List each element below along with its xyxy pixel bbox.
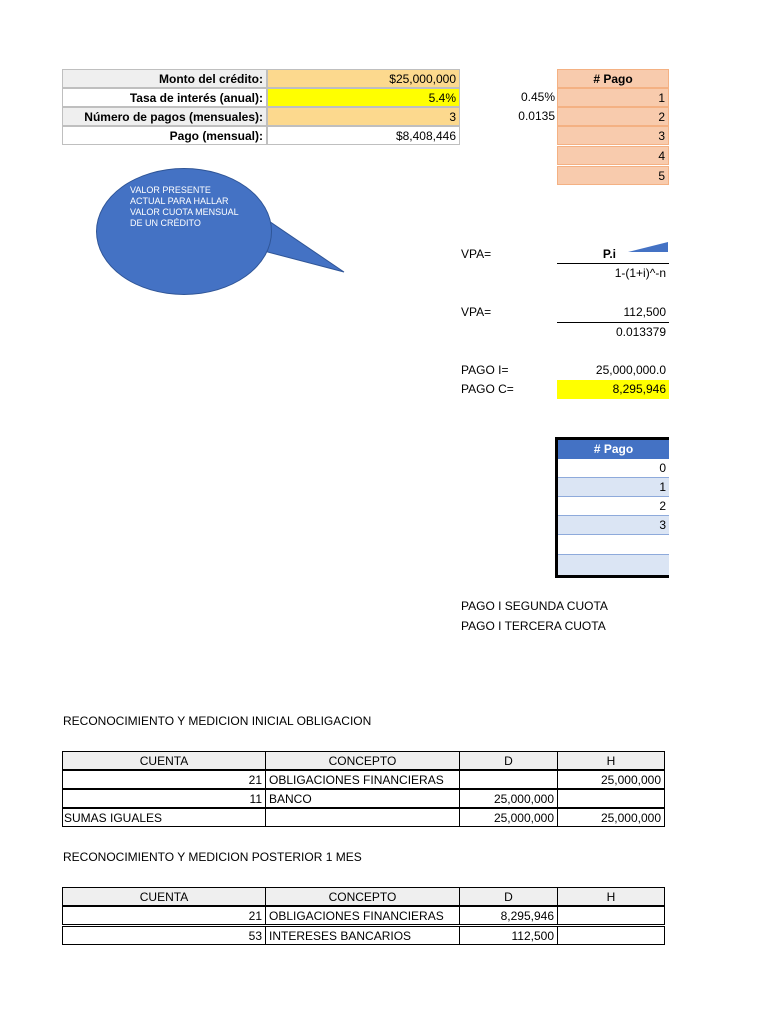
note-segunda-cuota: PAGO I SEGUNDA CUOTA (461, 599, 608, 613)
vpa-label-2: VPA= (461, 305, 492, 319)
row-h: 25,000,000 (557, 770, 665, 789)
label-tasa: Tasa de interés (anual): (62, 88, 267, 107)
col-concepto: CONCEPTO (265, 751, 460, 770)
amort-row (558, 555, 669, 575)
row-d (459, 770, 558, 789)
pago-header: # Pago (557, 69, 669, 88)
pago-c-value: 8,295,946 (557, 380, 669, 399)
label-monto: Monto del crédito: (62, 69, 267, 88)
row-h (557, 906, 665, 925)
row-cuenta: 53 (62, 926, 266, 945)
callout-text: VALOR PRESENTE ACTUAL PARA HALLAR VALOR CUOTA MENSUAL DE UN CRÉDITO (130, 185, 239, 228)
row-d: 112,500 (459, 926, 558, 945)
pago-row: 5 (557, 166, 669, 185)
row-cuenta: 21 (62, 906, 266, 925)
pago-row: 3 (557, 126, 669, 145)
pago-row: 4 (557, 146, 669, 165)
rate-value: 0.0135 (518, 109, 555, 123)
col-h: H (557, 887, 665, 906)
pago-row: 1 (557, 88, 669, 107)
label-numero-pagos: Número de pagos (mensuales): (62, 107, 267, 126)
col-cuenta: CUENTA (62, 751, 266, 770)
vpa-label: VPA= (461, 247, 492, 261)
label-pago-mensual: Pago (mensual): (62, 126, 267, 145)
formula-numerator: P.i (602, 247, 616, 261)
row-concepto: OBLIGACIONES FINANCIERAS (265, 770, 460, 789)
col-d: D (459, 887, 558, 906)
row-cuenta: 21 (62, 770, 266, 789)
row-h (557, 926, 665, 945)
col-d: D (459, 751, 558, 770)
pago-row: 2 (557, 107, 669, 126)
amort-row (558, 536, 669, 555)
formula-denominator: 1-(1+i)^-n (614, 266, 666, 280)
col-concepto: CONCEPTO (265, 887, 460, 906)
value-numero-pagos[interactable]: 3 (267, 107, 460, 126)
amort-row: 3 (558, 516, 669, 535)
pago-i-label: PAGO I= (461, 363, 509, 377)
sumas-iguales-d: 25,000,000 (459, 808, 558, 827)
row-h (557, 789, 665, 808)
sumas-iguales-h: 25,000,000 (557, 808, 665, 827)
section2-title: RECONOCIMIENTO Y MEDICION POSTERIOR 1 MES (63, 850, 362, 864)
row-d: 25,000,000 (459, 789, 558, 808)
amort-row: 1 (558, 478, 669, 497)
formula-denominator-2: 0.013379 (615, 325, 666, 339)
amort-row: 2 (558, 497, 669, 516)
callout-pointer (260, 205, 350, 280)
sumas-iguales-label: SUMAS IGUALES (62, 808, 266, 827)
row-d: 8,295,946 (459, 906, 558, 925)
pago-c-label: PAGO C= (461, 382, 514, 396)
row-concepto: OBLIGACIONES FINANCIERAS (265, 906, 460, 925)
row-cuenta: 11 (62, 789, 266, 808)
row-concepto: BANCO (265, 789, 460, 808)
sumas-iguales-concepto (265, 808, 460, 827)
col-cuenta: CUENTA (62, 887, 266, 906)
arrow-shape (628, 238, 668, 258)
formula-numerator-2: 112,500 (623, 305, 666, 319)
monthly-rate: 0.45% (520, 90, 555, 104)
row-concepto: INTERESES BANCARIOS (265, 926, 460, 945)
value-monto[interactable]: $25,000,000 (267, 69, 460, 88)
col-h: H (557, 751, 665, 770)
amort-row: 0 (558, 459, 669, 478)
section1-title: RECONOCIMIENTO Y MEDICION INICIAL OBLIGACION (63, 714, 372, 728)
pago-i-value: 25,000,000.0 (595, 363, 666, 377)
value-pago-mensual: $8,408,446 (267, 126, 460, 145)
note-tercera-cuota: PAGO I TERCERA CUOTA (461, 619, 606, 633)
amort-header: # Pago (558, 440, 669, 459)
value-tasa[interactable]: 5.4% (267, 88, 460, 107)
